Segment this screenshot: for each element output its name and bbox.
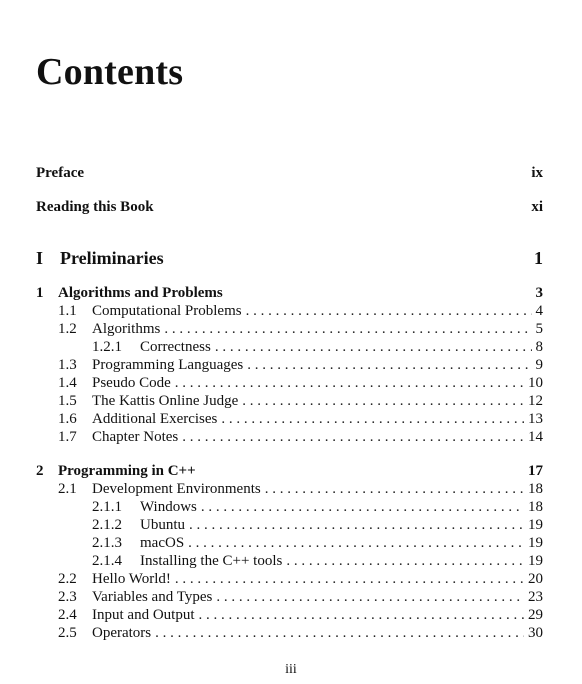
section-number: 2.5 xyxy=(58,625,77,641)
dot-leader xyxy=(175,570,524,588)
entry-page: 14 xyxy=(528,429,543,445)
section-number: 2.3 xyxy=(58,589,77,605)
entry-label: Pseudo Code xyxy=(92,375,171,391)
dot-leader xyxy=(247,356,531,374)
section-number: 1.6 xyxy=(58,411,77,427)
dot-leader xyxy=(155,624,524,642)
toc-entry-section[interactable] xyxy=(36,570,543,588)
part-label: Preliminaries xyxy=(60,248,164,268)
toc-entry-front[interactable] xyxy=(36,164,543,182)
dot-leader xyxy=(246,302,532,320)
entry-page: ix xyxy=(531,165,543,181)
entry-page: 12 xyxy=(528,393,543,409)
entry-label: macOS xyxy=(140,535,185,551)
toc-entry-front[interactable] xyxy=(36,198,543,216)
toc-entry-chapter[interactable] xyxy=(36,284,543,302)
entry-label: Preface xyxy=(36,165,85,181)
entry-page: xi xyxy=(531,199,543,215)
toc-entry-subsection[interactable] xyxy=(36,338,543,356)
entry-label: Reading this Book xyxy=(36,199,154,215)
toc-entry-subsection[interactable] xyxy=(36,498,543,516)
subsection-number: 2.1.3 xyxy=(92,535,122,551)
part-page: 1 xyxy=(534,248,543,268)
dot-leader xyxy=(215,338,532,356)
dot-leader xyxy=(164,320,531,338)
entry-page: 8 xyxy=(535,339,543,355)
toc-entry-section[interactable] xyxy=(36,428,543,446)
entry-page: 30 xyxy=(528,625,543,641)
section-number: 1.5 xyxy=(58,393,77,409)
entry-page: 23 xyxy=(528,589,543,605)
chapter-page: 3 xyxy=(535,285,543,301)
section-number: 1.2 xyxy=(58,321,77,337)
toc-entry-section[interactable] xyxy=(36,302,543,320)
dot-leader xyxy=(175,374,524,392)
subsection-number: 2.1.2 xyxy=(92,517,122,533)
entry-label: Input and Output xyxy=(92,607,195,623)
entry-page: 19 xyxy=(528,535,543,551)
part-number: I xyxy=(36,248,44,268)
entry-page: 4 xyxy=(535,303,543,319)
toc-entry-section[interactable] xyxy=(36,356,543,374)
entry-page: 29 xyxy=(528,607,543,623)
toc-entry-section[interactable] xyxy=(36,374,543,392)
entry-label: The Kattis Online Judge xyxy=(92,393,239,409)
toc-entry-section[interactable] xyxy=(36,320,543,338)
entry-label: Algorithms xyxy=(92,321,161,337)
entry-label: Ubuntu xyxy=(140,517,185,533)
dot-leader xyxy=(242,392,524,410)
entry-label: Additional Exercises xyxy=(92,411,218,427)
chapter-label: Programming in C++ xyxy=(58,463,196,479)
section-number: 2.1 xyxy=(58,481,77,497)
toc-entry-subsection[interactable] xyxy=(36,516,543,534)
entry-label: Correctness xyxy=(140,339,211,355)
subsection-number: 2.1.4 xyxy=(92,553,122,569)
entry-page: 19 xyxy=(528,517,543,533)
section-number: 1.4 xyxy=(58,375,77,391)
page-number: iii xyxy=(285,662,297,677)
toc-entry-section[interactable] xyxy=(36,624,543,642)
toc-entry-section[interactable] xyxy=(36,606,543,624)
entry-label: Variables and Types xyxy=(92,589,213,605)
entry-page: 18 xyxy=(528,499,543,515)
entry-label: Chapter Notes xyxy=(92,429,179,445)
entry-label: Windows xyxy=(140,499,197,515)
toc-entry-subsection[interactable] xyxy=(36,534,543,552)
entry-label: Installing the C++ tools xyxy=(140,553,283,569)
toc-entry-section[interactable] xyxy=(36,392,543,410)
toc-entry-section[interactable] xyxy=(36,410,543,428)
chapter-number: 1 xyxy=(36,285,44,301)
dot-leader xyxy=(199,606,525,624)
entry-page: 10 xyxy=(528,375,543,391)
chapter-page: 17 xyxy=(528,463,543,479)
section-number: 1.3 xyxy=(58,357,77,373)
entry-page: 9 xyxy=(535,357,543,373)
entry-page: 5 xyxy=(535,321,543,337)
page-title: Contents xyxy=(36,51,184,93)
dot-leader xyxy=(188,534,524,552)
entry-page: 13 xyxy=(528,411,543,427)
toc-entry-part[interactable] xyxy=(36,247,543,269)
section-number: 2.4 xyxy=(58,607,77,623)
subsection-number: 2.1.1 xyxy=(92,499,122,515)
entry-page: 18 xyxy=(528,481,543,497)
dot-leader xyxy=(182,428,524,446)
subsection-number: 1.2.1 xyxy=(92,339,122,355)
entry-label: Programming Languages xyxy=(92,357,244,373)
entry-label: Development Environments xyxy=(92,481,261,497)
dot-leader xyxy=(286,552,524,570)
section-number: 1.1 xyxy=(58,303,77,319)
toc-entry-chapter[interactable] xyxy=(36,462,543,480)
toc-entry-section[interactable] xyxy=(36,480,543,498)
section-number: 1.7 xyxy=(58,429,77,445)
chapter-number: 2 xyxy=(36,463,44,479)
entry-label: Hello World! xyxy=(92,571,171,587)
dot-leader xyxy=(201,498,524,516)
toc-entry-section[interactable] xyxy=(36,588,543,606)
dot-leader xyxy=(189,516,524,534)
chapter-label: Algorithms and Problems xyxy=(58,285,223,301)
dot-leader xyxy=(221,410,524,428)
entry-label: Computational Problems xyxy=(92,303,242,319)
entry-label: Operators xyxy=(92,625,152,641)
dot-leader xyxy=(216,588,524,606)
dot-leader xyxy=(265,480,524,498)
entry-page: 20 xyxy=(528,571,543,587)
section-number: 2.2 xyxy=(58,571,77,587)
toc-entry-subsection[interactable] xyxy=(36,552,543,570)
entry-page: 19 xyxy=(528,553,543,569)
